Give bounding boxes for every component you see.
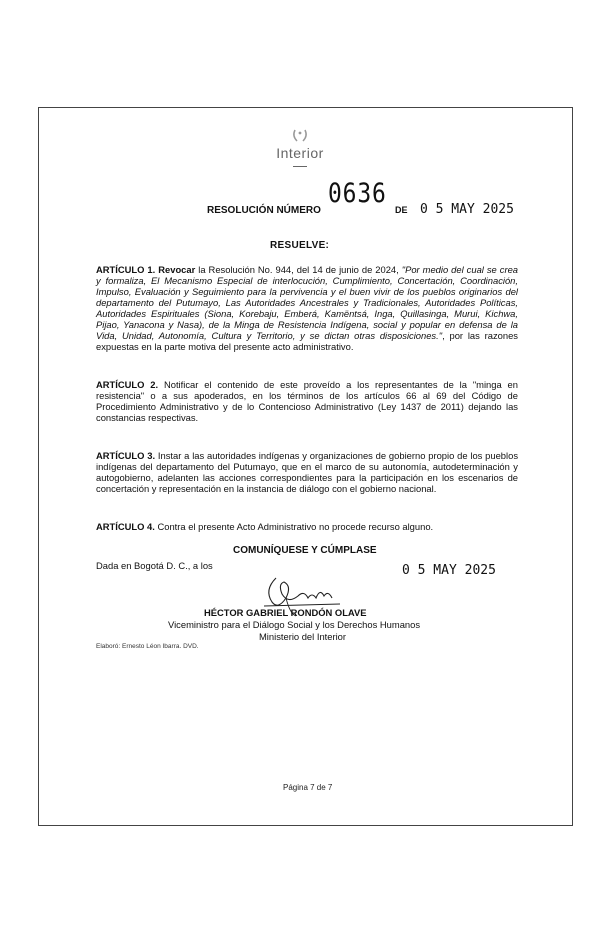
logo-emblem-icon xyxy=(290,128,310,144)
ministry-logo xyxy=(260,128,340,178)
logo-text: Interior xyxy=(276,145,324,161)
article-2-text: Notificar el contenido de este proveído a los representantes de la "minga en resistencia" o a sus apoderados, en los términos de los artículos 66 al 69 del Código de Procedimiento Administrativo y de lo Contencioso Administrativo (Ley 1437 de 2011) dejando las constancias respectivas. xyxy=(96,379,518,423)
article-3 xyxy=(96,450,518,494)
prepared-by-note: Elaboró: Ernesto Léon Ibarra. DVD. xyxy=(96,643,199,650)
article-1-action: Revocar xyxy=(158,264,196,275)
resolution-number: 0636 xyxy=(328,178,387,209)
article-1-quote: "Por medio del cual se crea y formaliza, El Mecanismo Especial de interlocución, Cumplimiento, Concertación, Coordinación, Impulso, Evaluación y Seguimiento para la pervivencia y el buen vivir de los pueblos originarios del departamento del Putumayo, Las Autoridades Ancestrales y Tradicionales, Autoridades Políticas, Autoridades Espirituales (Siona, Korebaju, Emberá, Kamëntsá, Inga, Quillasinga, Murui, Kichwa, Pijao, Yanacona y Nasa), de la Minga de Resistencia Indígena, social y popular en defensa de la Vida, Unidad, Autonomía, Cultura y Territorio, y se dictan otras disposiciones." xyxy=(96,264,519,341)
signer-ministry: Ministerio del Interior xyxy=(259,631,347,642)
signer-title: Viceministro para el Diálogo Social y los Derechos Humanos xyxy=(168,619,421,630)
article-2 xyxy=(96,379,518,423)
article-3-text: Instar a las autoridades indígenas y organizaciones de gobierno propio de los pueblos indígenas del departamento del Putumayo, que en el marco de su autonomía, autodeterminación y autogobierno, adelanten las acciones correspondientes para la participación en los escenarios de concertación y representación en la instancia de diálogo con el gobierno nacional. xyxy=(96,450,519,494)
article-4 xyxy=(96,521,518,532)
article-1 xyxy=(96,264,518,352)
issued-place-text: Dada en Bogotá D. C., a los xyxy=(96,560,213,571)
resolution-label: RESOLUCIÓN NÚMERO xyxy=(207,205,321,216)
article-heading: ARTÍCULO 1. xyxy=(96,264,156,275)
article-1-text-b: , por las razones expuestas en la parte motiva del presente acto administrativo. xyxy=(96,330,518,352)
page-number: Página 7 de 7 xyxy=(283,783,333,792)
article-heading: ARTÍCULO 3. xyxy=(96,450,156,461)
article-heading: ARTÍCULO 2. xyxy=(96,379,159,390)
resuelve-heading: RESUELVE: xyxy=(270,240,330,251)
article-1-text-a: la Resolución No. 944, del 14 de junio de 2024, xyxy=(195,264,402,275)
closing-formula: COMUNÍQUESE Y CÚMPLASE xyxy=(233,545,377,556)
issued-date-stamp: 0 5 MAY 2025 xyxy=(402,563,496,578)
logo-underline xyxy=(293,166,307,167)
article-4-text: Contra el presente Acto Administrativo no procede recurso alguno. xyxy=(154,521,434,532)
signer-name: HÉCTOR GABRIEL RONDÓN OLAVE xyxy=(204,607,367,618)
resolution-date-stamp: 0 5 MAY 2025 xyxy=(420,202,514,217)
resolution-de-label: DE xyxy=(395,205,408,215)
article-heading: ARTÍCULO 4. xyxy=(96,521,155,532)
